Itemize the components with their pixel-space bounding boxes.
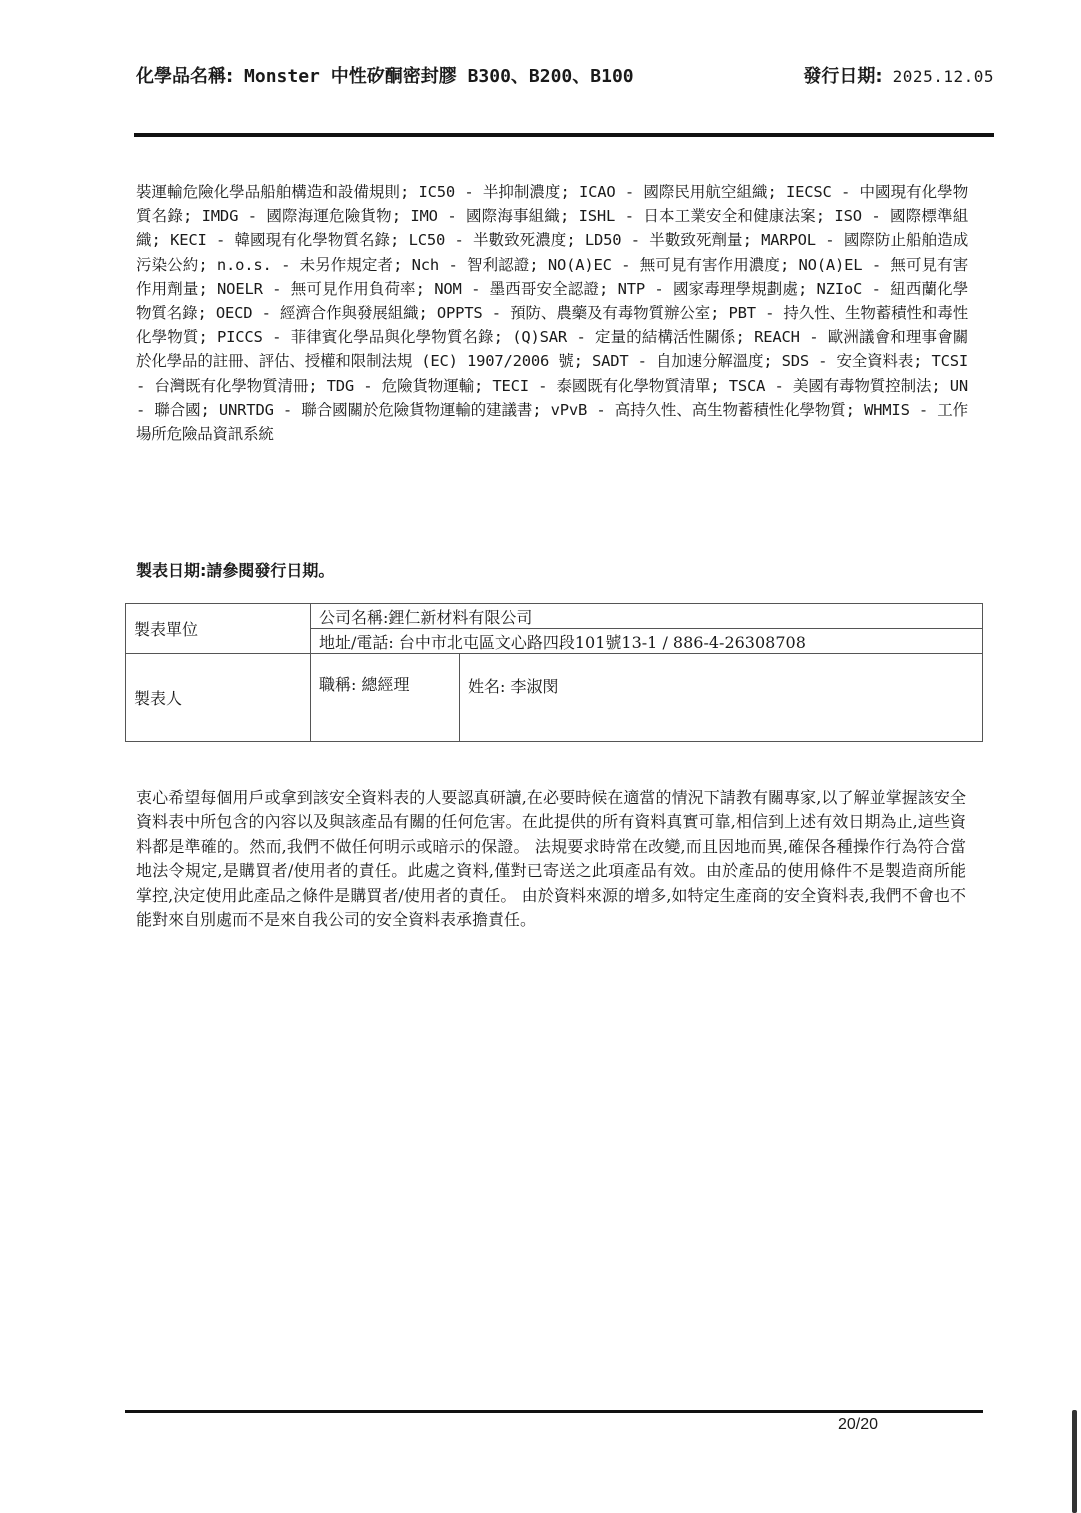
- footer-divider: [125, 1410, 983, 1413]
- product-name-value: Monster 中性矽酮密封膠 B300、B200、B100: [233, 66, 634, 87]
- address-cell: 地址/電話: 台中市北屯區文心路四段101號13-1 / 886-4-26308708: [311, 629, 983, 654]
- abbreviations-paragraph: 裝運輸危險化學品船舶構造和設備規則; IC50 - 半抑制濃度; ICAO - 國際民用航空組織; IECSC - 中國現有化學物質名錄; IMDG - 國際海運危險貨物; IMO - 國際海事組織; ISHL - 日本工業安全和健康法案; ISO - 國際標準組織; KECI - 韓國現有化學物質名錄; LC50 - 半數致死濃度; LD50 - 半數致死劑量; MARPOL - 國際防止船舶造成污染公約; n.o.s. - 未另作規定者; Nch - 智利認證; NO(A)EC - 無可見有害作用濃度; NO(A)EL - 無可見有害作用劑量; NOELR - 無可見作用負荷率; NOM - 墨西哥安全認證; NTP - 國家毒理學規劃處; NZIoC - 紐西蘭化學物質名錄; OECD - 經濟合作與發展組織; OPPTS - 預防、農藥及有毒物質辦公室; PBT - 持久性、生物蓄積性和毒性化學物質; PICCS - 菲律賓化學品與化學物質名錄; (Q)SAR - 定量的結構活性關係; REACH - 歐洲議會和理事會關於化學品的註冊、評估、授權和限制法規 (EC) 1907/2006 號; SADT - 自加速分解溫度; SDS - 安全資料表; TCSI - 台灣既有化學物質清冊; TDG - 危險貨物運輸; TECI - 泰國既有化學物質清單; TSCA - 美國有毒物質控制法; UN - 聯合國; UNRTDG - 聯合國關於危險貨物運輸的建議書; vPvB - 高持久性、高生物蓄積性化學物質; WHMIS - 工作場所危險品資訊系統: [136, 183, 968, 444]
- preparer-table: [125, 603, 983, 742]
- page-number: 20/20: [838, 1416, 879, 1433]
- disclaimer-paragraph: 衷心希望每個用戶或拿到該安全資料表的人要認真研讀,在必要時候在適當的情況下請教有關專家,以了解並掌握該安全資料表中所包含的內容以及與該產品有關的任何危害。在此提供的所有資料真實可靠,相信到上述有效日期為止,這些資料都是準確的。然而,我們不做任何明示或暗示的保證。 法規要求時常在改變,而且因地而異,確保各種操作行為符合當地法令規定,是購買者/使用者的責任。此處之資料,僅對已寄送之此項產品有效。由於產品的使用條件不是製造商所能掌控,決定使用此產品之條件是購買者/使用者的責任。 由於資料來源的增多,如特定生產商的安全資料表,我們不會也不能對來自別處而不是來自我公司的安全資料表承擔責任。: [136, 788, 966, 930]
- company-cell: 公司名稱:鋰仁新材料有限公司: [311, 604, 983, 629]
- scrollbar-thumb[interactable]: [1072, 1410, 1077, 1513]
- unit-label-cell: 製表單位: [126, 604, 311, 654]
- page-header: [136, 62, 994, 92]
- name-cell: 姓名: 李淑閔: [460, 654, 983, 742]
- product-name-label: 化學品名稱:: [136, 66, 234, 87]
- issue-date-label: 發行日期:: [803, 66, 883, 87]
- product-name-heading: [136, 62, 634, 88]
- preparation-date: 製表日期:請參閱發行日期。: [136, 561, 335, 580]
- title-cell: 職稱: 總經理: [311, 654, 460, 742]
- preparer-label-cell: 製表人: [126, 654, 311, 742]
- header-divider: [134, 133, 994, 137]
- issue-date-value: 2025.12.05: [882, 67, 994, 86]
- issue-date-heading: [803, 62, 994, 88]
